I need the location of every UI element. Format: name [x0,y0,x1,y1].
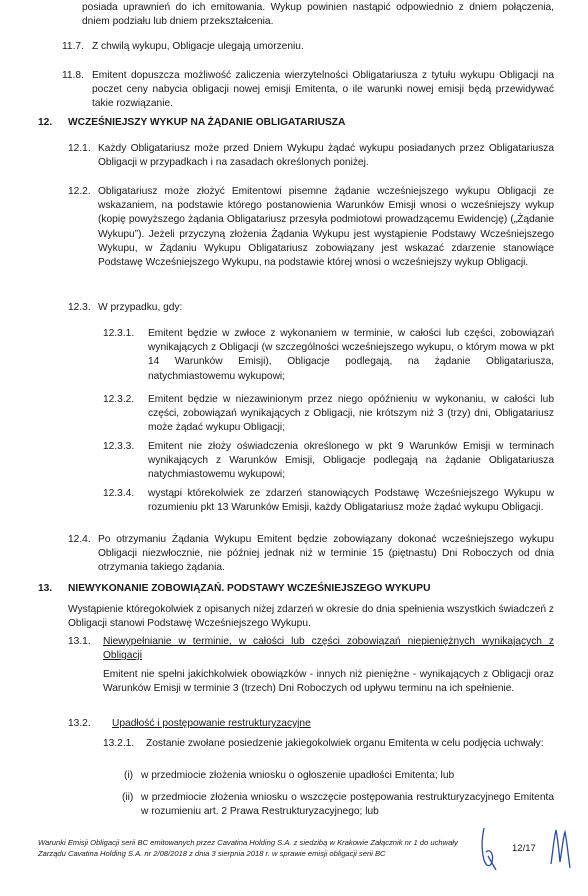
clause-12-4-text: Po otrzymaniu Żądania Wykupu Emitent będzie zobowiązany dokonać wcześniejszego wykupu Obligacji niezwłocznie, nie później jednak niż w terminie 15 (piętnastu) Dni Roboczych od dnia otrzymania takiego żądania. [98,534,554,574]
clause-number-13-1: 13.1. [68,636,91,647]
clause-12-3-3-text: Emitent nie złoży oświadczenia określonego w pkt 9 Warunków Emisji w terminach wynikających z Warunków Emisji, Obligacje podlegają na żądanie Obligatariusza natychmiastowemu wykupowi; [148,441,554,481]
clause-number-13-2-1: 13.2.1. [103,738,135,749]
section-number-13: 13. [38,583,53,594]
clause-12-3-4-text: wystąpi którekolwiek ze zdarzeń stanowiących Podstawę Wcześniejszego Wykupu w rozumieniu pkt 13 Warunków Emisji, każdy Obligatariusz może żądać wykupu Obligacji. [148,488,554,514]
clause-number-12-3-1: 12.3.1. [103,328,135,339]
clause-number-13-2: 13.2. [68,718,91,729]
item-ii-text: w przedmiocie złożenia wniosku o wszczęcie postępowania restrukturyzacyjnego Emitenta w rozumieniu art. 2 Prawa Restrukturyzacyjnego; lub [141,792,554,818]
clause-13-2-1-text: Zostanie zwołane posiedzenie jakiegokolwiek organu Emitenta w celu podjęcia uchwały: [146,738,544,749]
section-number-12: 12. [38,117,53,128]
clause-number-12-3-4: 12.3.4. [103,488,135,499]
clause-12-2-text: Obligatariusz może złożyć Emitentowi pisemne żądanie wcześniejszego wykupu Obligacji ze wskazaniem, na podstawie którego postanowienia Warunków Emisji wnosi o wcześniejszy wykup (kopię powyższego żądania Obligatariusz przesyła podmiotowi prowadzącemu Ewidencję) („Żądanie Wykupu”). Jeżeli przyczyną złożenia Żądania Wykupu jest wystąpienie Podstawy Wcześniejszego Wykupu, w Żądaniu Wykupu Obligatariusz zobowiązany jest wskazać zdarzenie stanowiące Podstawę Wcześniejszego Wykupu, na podstawie której wnosi o wcześniejszy wykup Obligacji. [98,186,554,269]
clause-number-12-3-3: 12.3.3. [103,441,135,452]
clause-12-3-1-text: Emitent będzie w zwłoce z wykonaniem w terminie, w całości lub części, zobowiązań wynikających z Obligacji (w szczególności wcześniejszego wykupu, o którym mowa w pkt 14 Warunków Emisji), Obligacje podlegają, na żądanie Obligatariusza, natychmiastowemu wykupowi; [148,328,554,382]
clause-11-8-text: Emitent dopuszcza możliwość zaliczenia wierzytelności Obligatariusza z tytułu wykupu Obligacji na poczet ceny nabycia obligacji nowej emisji Emitenta, o ile warunki nowej emisji będą przewidywać takie rozwiązanie. [92,70,554,110]
section-12-title: WCZEŚNIEJSZY WYKUP NA ŻĄDANIE OBLIGATARIUSZA [68,117,346,128]
section-13-title: NIEWYKONANIE ZOBOWIĄZAŃ. PODSTAWY WCZEŚNIEJSZEGO WYKUPU [68,583,431,594]
clause-number-12-2: 12.2. [68,186,91,197]
initials-signature-1 [478,826,500,872]
clause-number-12-3-2: 12.3.2. [103,394,135,405]
clause-13-2-title: Upadłość i postępowanie restrukturyzacyjne [112,718,311,729]
section-13-intro: Wystąpienie któregokolwiek z opisanych niżej zdarzeń w okresie do dnia spełnienia wszystkich świadczeń z Obligacji stanowi Podstawę Wcześniejszego Wykupu. [68,604,554,630]
clause-number-12-3: 12.3. [68,302,91,313]
clause-12-1-text: Każdy Obligatariusz może przed Dniem Wykupu żądać wykupu posiadanych przez Obligatariusza Obligacji w przypadkach i na zasadach określonych poniżej. [98,143,554,169]
clause-13-1-title: Niewypełnianie w terminie, w całości lub części zobowiązań niepieniężnych wynikających z Obligacji [103,636,554,662]
paragraph-continuation: posiada uprawnień do ich emitowania. Wykup powinien nastąpić odpowiednio z dniem połączenia, dniem podziału lub dniem przekształcenia. [82,2,554,28]
clause-12-3-text: W przypadku, gdy: [98,302,183,313]
clause-number-12-1: 12.1. [68,143,91,154]
item-i-text: w przedmiocie złożenia wniosku o ogłoszenie upadłości Emitenta; lub [141,770,455,781]
clause-12-3-2-text: Emitent będzie w niezawinionym przez niego opóźnieniu w wykonaniu, w całości lub części, zobowiązań wynikających z Obligacji, nie krótszym niż 3 (trzy) dni, Obligatariusz może żądać wykupu Obligacji; [148,394,554,434]
page-footer: Warunki Emisji Obligacji serii BC emitowanych przez Cavatina Holding S.A. z siedzibą w Krakowie Załącznik nr 1 do uchwały Zarządu Cavatina Holding S.A. nr 2/08/2018 z dnia 3 sierpnia 2018 r. w sprawie emisji obligacji serii BC [38,838,458,858]
clause-number-11-8: 11.8. [62,70,84,81]
item-i-number: (i) [124,770,134,781]
item-ii-number: (ii) [122,792,134,803]
clause-13-1-text: Emitent nie spełni jakichkolwiek obowiązków - innych niż pieniężne - wynikających z Obligacji oraz Warunków Emisji w terminie 3 (trzech) Dni Roboczych od upływu terminu na ich spełnienie. [103,669,554,695]
page-number: 12/17 [512,843,536,854]
clause-11-7-text: Z chwilą wykupu, Obligacje ulegają umorzeniu. [92,41,304,52]
clause-number-11-7: 11.7. [62,41,84,52]
initials-signature-2 [548,824,574,872]
clause-number-12-4: 12.4. [68,534,91,545]
